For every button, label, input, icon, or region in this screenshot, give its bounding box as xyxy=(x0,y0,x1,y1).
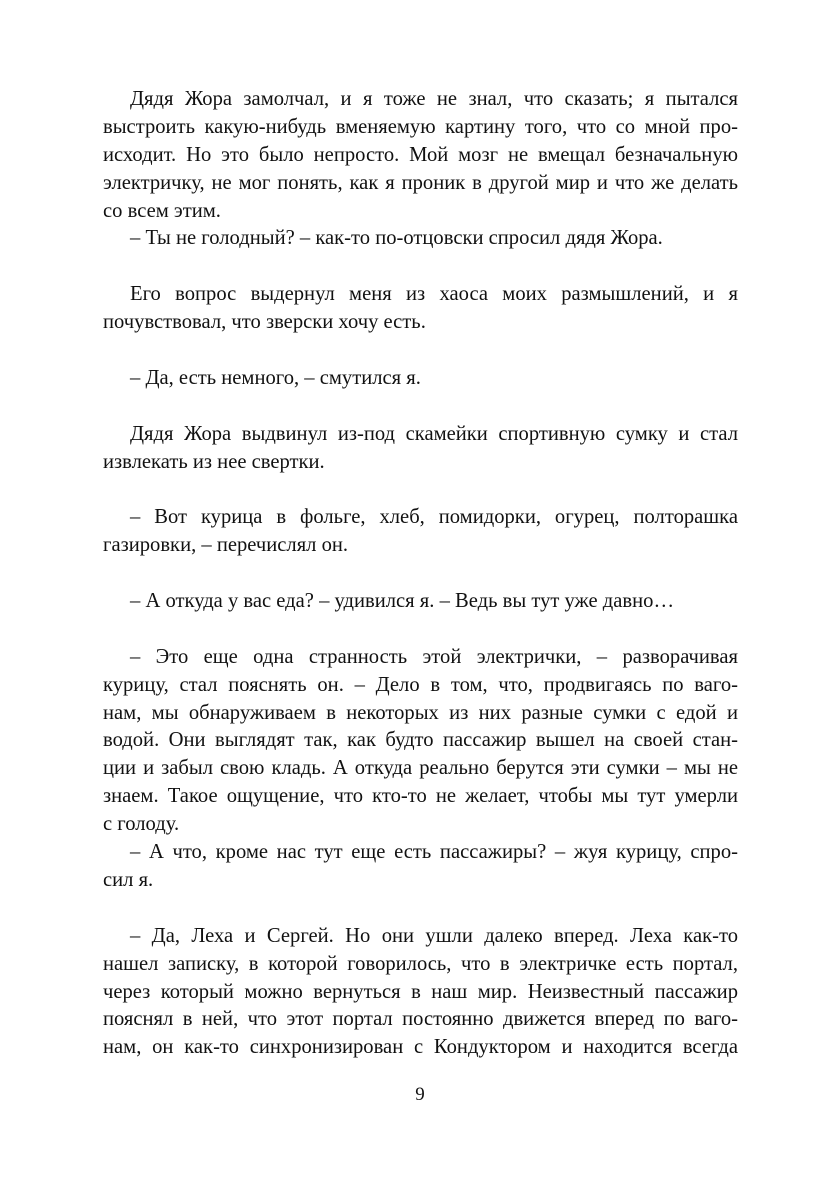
paragraph xyxy=(103,281,738,337)
text-line: извлекать из нее свертки. xyxy=(103,450,325,473)
text-line: водой. Они выглядят так, как будто пассажир вышел на своей стан- xyxy=(103,729,738,752)
text-line: газировки, – перечислял он. xyxy=(103,534,349,557)
text-line: сил я. xyxy=(103,868,154,891)
text-line: выстроить какую-нибудь вменяемую картину того, что со мной про- xyxy=(103,115,738,138)
text-line: пояснял в ней, что этот портал постоянно движется вперед по ваго- xyxy=(103,1008,738,1031)
text-line: со всем этим. xyxy=(103,199,221,222)
text-line: – А откуда у вас еда? – удивился я. – Ведь вы тут уже давно… xyxy=(130,590,675,613)
paragraph xyxy=(103,588,738,616)
text-line: нашел записку, в которой говорилось, что в электричке есть портал, xyxy=(103,952,738,975)
paragraph xyxy=(103,923,738,1062)
text-line: – Вот курица в фольге, хлеб, помидорки, огурец, полторашка xyxy=(130,506,738,529)
text-line: – Ты не голодный? – как-то по-отцовски спросил дядя Жора. xyxy=(130,227,663,250)
text-line: исходит. Но это было непросто. Мой мозг не вмещал безначальную xyxy=(103,143,738,166)
paragraph xyxy=(103,365,738,393)
text-line: электричку, не мог понять, как я проник в другой мир и что же делать xyxy=(103,171,738,194)
text-line: через который можно вернуться в наш мир. Неизвестный пассажир xyxy=(103,980,738,1003)
paragraph xyxy=(103,421,738,477)
text-line: Дядя Жора выдвинул из-под скамейки спортивную сумку и стал xyxy=(130,422,738,445)
text-line: Дядя Жора замолчал, и я тоже не знал, что сказать; я пытался xyxy=(130,88,738,110)
page-number: 9 xyxy=(415,1084,425,1105)
text-line: – Да, есть немного, – смутился я. xyxy=(130,366,421,389)
paragraph xyxy=(103,504,738,560)
text-line: – Да, Леха и Сергей. Но они ушли далеко вперед. Леха как-то xyxy=(130,924,738,947)
page-body-text xyxy=(103,86,738,1062)
text-line: Его вопрос выдернул меня из хаоса моих размышлений, и я xyxy=(130,283,738,306)
text-line: – А что, кроме нас тут еще есть пассажиры? – жуя курицу, спро- xyxy=(130,841,738,864)
paragraph xyxy=(103,839,738,895)
text-line: почувствовал, что зверски хочу есть. xyxy=(103,311,426,334)
text-line: нам, мы обнаруживаем в некоторых из них разные сумки с едой и xyxy=(103,701,738,724)
text-line: ции и забыл свою кладь. А откуда реально берутся эти сумки – мы не xyxy=(103,757,738,780)
text-line: нам, он как-то синхронизирован с Кондуктором и находится всегда xyxy=(103,1036,738,1059)
text-line: – Это еще одна странность этой электрички, – разворачивая xyxy=(130,645,738,668)
text-line: с голоду. xyxy=(103,813,180,836)
paragraph xyxy=(103,644,738,839)
paragraph xyxy=(103,225,738,253)
text-line: курицу, стал пояснять он. – Дело в том, что, продвигаясь по ваго- xyxy=(103,673,738,696)
paragraph xyxy=(103,86,738,225)
text-line: знаем. Такое ощущение, что кто-то не желает, чтобы мы тут умерли xyxy=(103,785,738,808)
